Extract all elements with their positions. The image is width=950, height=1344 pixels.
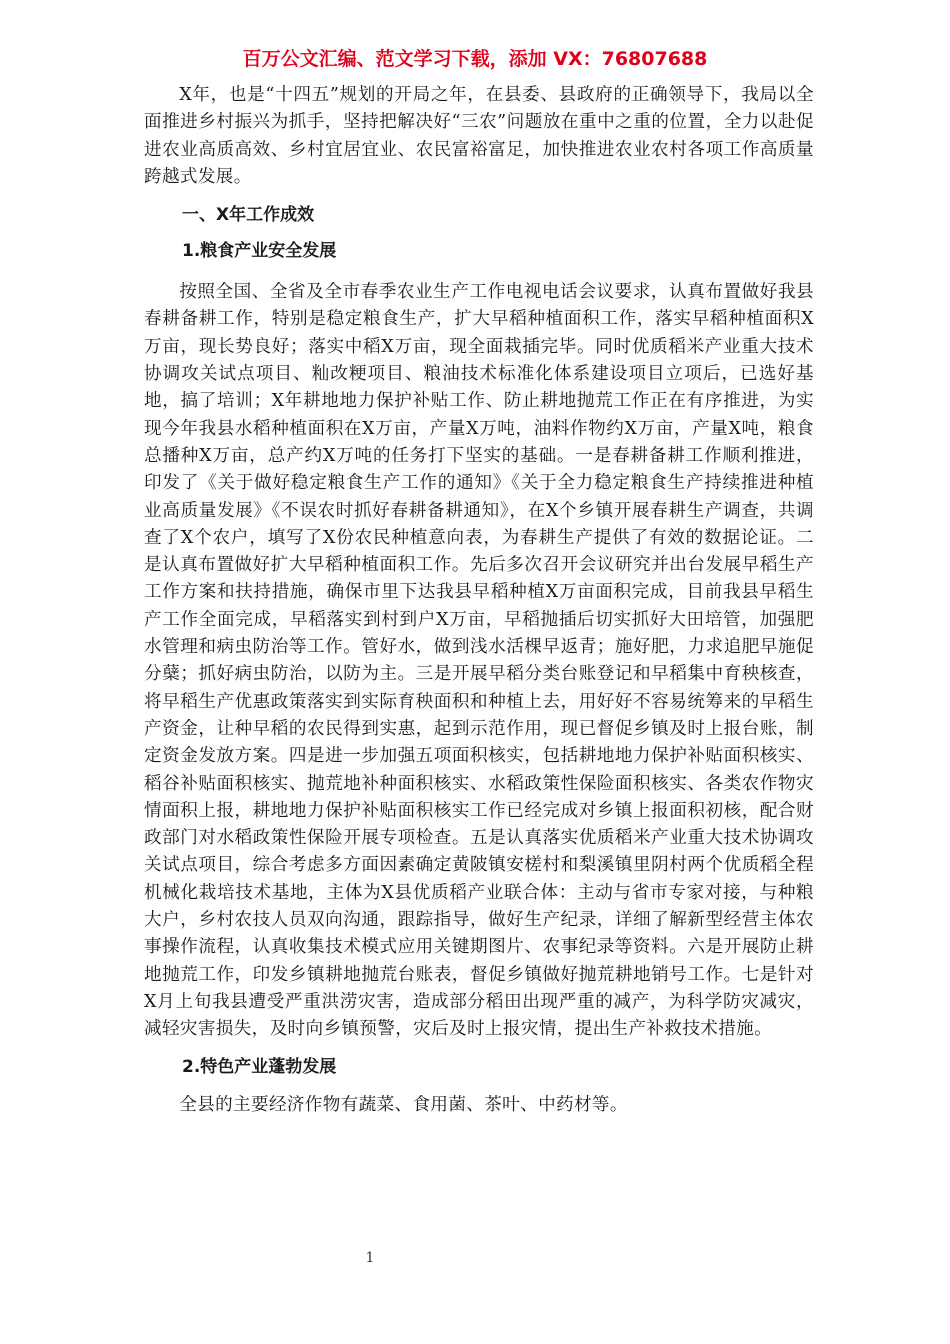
subsection-heading-specialty: 2.特色产业蓬勃发展 [182,1056,337,1077]
page-number: 1 [365,1250,375,1266]
subsection-heading-grain: 1.粮食产业安全发展 [182,241,337,262]
intro-paragraph: X年，也是“十四五”规划的开局之年，在县委、县政府的正确领导下，我局以全面推进乡村振兴为抓手，坚持把解决好“三农”问题放在重中之重的位置，全力以赴促进农业高质高效、乡村宜居宜业、农民富裕富足，加快推进农业农村各项工作高质量跨越式发展。 [144,85,814,187]
header-banner: 百万公文汇编、范文学习下载，添加 VX：76807688 [242,48,708,70]
specialty-paragraph: 全县的主要经济作物有蔬菜、食用菌、茶叶、中药材等。 [179,1094,628,1115]
section-heading: 一、X年工作成效 [182,205,315,226]
grain-paragraph: 按照全国、全省及全市春季农业生产工作电视电话会议要求，认真布置做好我县春耕备耕工作，特别是稳定粮食生产，扩大早稻种植面积工作，落实早稻种植面积X万亩，现长势良好；落实中稻X万亩，现全面栽插完毕。同时优质稻米产业重大技术协调攻关试点项目、籼改粳项目、粮油技术标准化体系建设项目立项后，已选好基地，搞了培训；X年耕地地力保护补贴工作、防止耕地抛荒工作正在有序推进，为实现今年我县水稻种植面积在X万亩，产量X万吨，油料作物约X万亩，产量X吨，粮食总播种X万亩，总产约X万吨的任务打下坚实的基础。一是春耕备耕工作顺利推进，印发了《关于做好稳定粮食生产工作的通知》《关于全力稳定粮食生产持续推进种植业高质量发展》《不误农时抓好春耕备耕通知》，在X个乡镇开展春耕生产调查，共调查了X个农户，填写了X份农民种植意向表，为春耕生产提供了有效的数据论证。二是认真布置做好扩大早稻种植面积工作。先后多次召开会议研究并出台发展早稻生产工作方案和扶持措施，确保市里下达我县早稻种植X万亩面积完成，目前我县早稻生产工作全面完成，早稻落实到村到户X万亩，早稻抛插后切实抓好大田培管，加强肥水管理和病虫防治等工作。管好水，做到浅水活棵早返青；施好肥，力求追肥早施促分蘖；抓好病虫防治，以防为主。三是开展早稻分类台账登记和早稻集中育秧核查，将早稻生产优惠政策落实到实际育秧面积和种植上去，用好好不容易统筹来的早稻生产资金，让种早稻的农民得到实惠，起到示范作用，现已督促乡镇及时上报台账，制定资金发放方案。四是进一步加强五项面积核实，包括耕地地力保护补贴面积核实、稻谷补贴面积核实、抛荒地补种面积核实、水稻政策性保险面积核实、各类农作物灾情面积上报，耕地地力保护补贴面积核实工作已经完成对乡镇上报面积初核，配合财政部门对水稻政策性保险开展专项检查。五是认真落实优质稻米产业重大技术协调攻关试点项目，综合考虑多方面因素确定黄陂镇安槎村和梨溪镇里阴村两个优质稻全程机械化栽培技术基地，主体为X县优质稻产业联合体：主动与省市专家对接，与种粮大户，乡村农技人员双向沟通，跟踪指导，做好生产纪录，详细了解新型经营主体农事操作流程，认真收集技术模式应用关键期图片、农事纪录等资料。六是开展防止耕地抛荒工作，印发乡镇耕地抛荒台账表，督促乡镇做好抛荒耕地销号工作。七是针对X月上旬我县遭受严重洪涝灾害，造成部分稻田出现严重的减产，为科学防灾减灾，减轻灾害损失，及时向乡镇预警，灾后及时上报灾情，提出生产补救技术措施。 [144,282,814,1040]
